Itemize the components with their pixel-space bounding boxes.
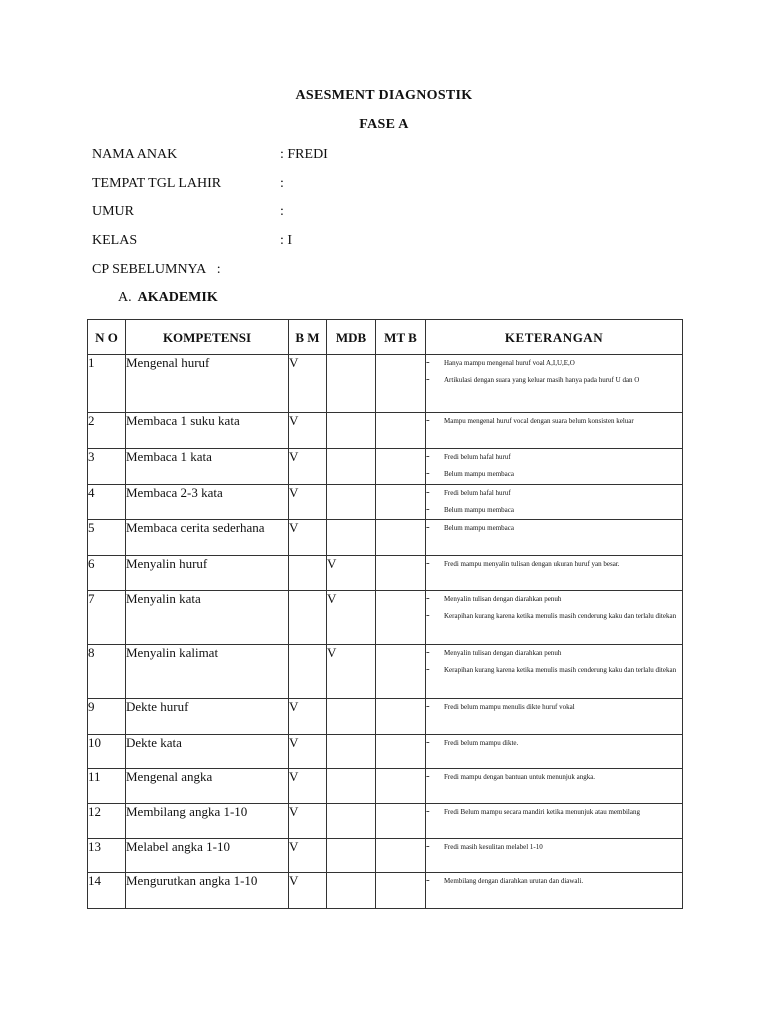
- bullet-dash: -: [426, 609, 430, 621]
- kompetensi-cell: Menyalin huruf: [126, 556, 289, 591]
- info-row-nama-anak: [92, 147, 328, 163]
- table-row: [88, 355, 683, 413]
- table-row: [88, 520, 683, 556]
- table-row: [88, 591, 683, 645]
- info-value: :: [280, 176, 284, 191]
- kompetensi-cell: Melabel angka 1-10: [126, 839, 289, 873]
- keterangan-cell: [426, 485, 683, 520]
- bm-mark: V: [289, 769, 327, 804]
- keterangan-text: Hanya mampu mengenal huruf voal A,I,U,E,O: [444, 359, 575, 367]
- row-number: 14: [88, 873, 126, 909]
- header-kompetensi: KOMPETENSI: [126, 320, 289, 355]
- keterangan-text: Fredi belum mampu dikte.: [444, 739, 519, 747]
- keterangan-item: [426, 520, 682, 537]
- keterangan-cell: [426, 873, 683, 909]
- mdb-mark: [327, 735, 376, 769]
- kompetensi-cell: Membaca 2-3 kata: [126, 485, 289, 520]
- bullet-dash: -: [426, 521, 430, 533]
- mdb-mark: [327, 839, 376, 873]
- header-mtb: MT B: [376, 320, 426, 355]
- kompetensi-cell: Mengenal huruf: [126, 355, 289, 413]
- mdb-mark: [327, 804, 376, 839]
- bullet-dash: -: [426, 736, 430, 748]
- mtb-mark: [376, 839, 426, 873]
- info-value: : FREDI: [280, 147, 328, 162]
- mdb-mark: V: [327, 645, 376, 699]
- keterangan-cell: [426, 591, 683, 645]
- kompetensi-cell: Dekte huruf: [126, 699, 289, 735]
- keterangan-cell: [426, 699, 683, 735]
- row-number: 4: [88, 485, 126, 520]
- section-letter: A.: [118, 290, 132, 305]
- row-number: 2: [88, 413, 126, 449]
- row-number: 5: [88, 520, 126, 556]
- keterangan-cell: [426, 449, 683, 485]
- bullet-dash: -: [426, 646, 430, 658]
- keterangan-item: [426, 839, 682, 856]
- bullet-dash: -: [426, 450, 430, 462]
- bm-mark: [289, 591, 327, 645]
- mtb-mark: [376, 645, 426, 699]
- row-number: 9: [88, 699, 126, 735]
- bullet-dash: -: [426, 467, 430, 479]
- bullet-dash: -: [426, 592, 430, 604]
- keterangan-cell: [426, 645, 683, 699]
- mtb-mark: [376, 769, 426, 804]
- mtb-mark: [376, 485, 426, 520]
- keterangan-item: [426, 556, 682, 573]
- keterangan-text: Kerapihan kurang karena ketika menulis masih cenderung kaku dan terlalu ditekan: [444, 666, 677, 674]
- info-row-tempat-tgl-lahir: [92, 176, 284, 192]
- bm-mark: V: [289, 485, 327, 520]
- bm-mark: V: [289, 699, 327, 735]
- kompetensi-cell: Mengurutkan angka 1-10: [126, 873, 289, 909]
- document-subtitle: FASE A: [359, 117, 409, 132]
- mdb-mark: [327, 699, 376, 735]
- keterangan-item: [426, 466, 682, 483]
- keterangan-text: Menyalin tulisan dengan diarahkan penuh: [444, 649, 562, 657]
- kompetensi-cell: Dekte kata: [126, 735, 289, 769]
- keterangan-text: Artikulasi dengan suara yang keluar masih hanya pada huruf U dan O: [444, 376, 640, 384]
- table-row: [88, 449, 683, 485]
- bm-mark: V: [289, 735, 327, 769]
- mtb-mark: [376, 804, 426, 839]
- keterangan-item: [426, 699, 682, 716]
- row-number: 13: [88, 839, 126, 873]
- row-number: 7: [88, 591, 126, 645]
- row-number: 8: [88, 645, 126, 699]
- info-value: :: [216, 262, 221, 277]
- table-row: [88, 804, 683, 839]
- kompetensi-cell: Membaca 1 kata: [126, 449, 289, 485]
- table-row: [88, 485, 683, 520]
- mdb-mark: [327, 355, 376, 413]
- row-number: 6: [88, 556, 126, 591]
- kompetensi-cell: Menyalin kata: [126, 591, 289, 645]
- row-number: 3: [88, 449, 126, 485]
- mdb-mark: [327, 413, 376, 449]
- keterangan-text: Fredi belum hafal huruf: [444, 489, 511, 497]
- mtb-mark: [376, 413, 426, 449]
- kompetensi-cell: Menyalin kalimat: [126, 645, 289, 699]
- bm-mark: V: [289, 520, 327, 556]
- info-label: TEMPAT TGL LAHIR: [92, 176, 222, 191]
- table-row: [88, 769, 683, 804]
- mtb-mark: [376, 699, 426, 735]
- mdb-mark: [327, 520, 376, 556]
- mtb-mark: [376, 520, 426, 556]
- keterangan-item: [426, 662, 682, 679]
- kompetensi-cell: Membaca 1 suku kata: [126, 413, 289, 449]
- bullet-dash: -: [426, 770, 430, 782]
- info-label: UMUR: [92, 204, 135, 219]
- header-no: N O: [88, 320, 126, 355]
- mdb-mark: [327, 449, 376, 485]
- mdb-mark: V: [327, 556, 376, 591]
- keterangan-cell: [426, 355, 683, 413]
- keterangan-item: [426, 645, 682, 662]
- keterangan-text: Fredi mampu dengan bantuan untuk menunjuk angka.: [444, 773, 596, 781]
- table-row: [88, 699, 683, 735]
- bullet-dash: -: [426, 663, 430, 675]
- keterangan-text: Menyalin tulisan dengan diarahkan penuh: [444, 595, 562, 603]
- bullet-dash: -: [426, 700, 430, 712]
- section-title: AKADEMIK: [137, 290, 218, 305]
- table-row: [88, 556, 683, 591]
- bullet-dash: -: [426, 356, 430, 368]
- kompetensi-cell: Membilang angka 1-10: [126, 804, 289, 839]
- bm-mark: [289, 645, 327, 699]
- bm-mark: V: [289, 449, 327, 485]
- keterangan-text: Belum mampu membaca: [444, 506, 514, 514]
- keterangan-item: [426, 502, 682, 519]
- bm-mark: V: [289, 804, 327, 839]
- kompetensi-cell: Membaca cerita sederhana: [126, 520, 289, 556]
- keterangan-cell: [426, 769, 683, 804]
- header-bm: B M: [289, 320, 327, 355]
- keterangan-item: [426, 591, 682, 608]
- keterangan-item: [426, 485, 682, 502]
- info-label: CP SEBELUMNYA: [92, 262, 207, 277]
- bm-mark: V: [289, 413, 327, 449]
- info-label: KELAS: [92, 233, 138, 248]
- info-value: : I: [280, 233, 293, 248]
- info-row-cp-sebelumnya: [92, 262, 221, 278]
- keterangan-text: Fredi mampu menyalin tulisan dengan ukuran huruf yan besar.: [444, 560, 620, 568]
- row-number: 12: [88, 804, 126, 839]
- bullet-dash: -: [426, 840, 430, 852]
- mdb-mark: V: [327, 591, 376, 645]
- keterangan-text: Mampu mengenal huruf vocal dengan suara belum konsisten keluar: [444, 417, 634, 425]
- header-keterangan: KETERANGAN: [426, 320, 683, 355]
- mtb-mark: [376, 591, 426, 645]
- keterangan-text: Fredi Belum mampu secara mandiri ketika menunjuk atau membilang: [444, 808, 640, 816]
- keterangan-text: Fredi masih kesulitan melabel 1-10: [444, 843, 543, 851]
- table-row: [88, 873, 683, 909]
- header-mdb: MDB: [327, 320, 376, 355]
- kompetensi-cell: Mengenal angka: [126, 769, 289, 804]
- keterangan-cell: [426, 804, 683, 839]
- assessment-table: [87, 319, 683, 909]
- table-header-row: [88, 320, 683, 355]
- bullet-dash: -: [426, 503, 430, 515]
- mdb-mark: [327, 873, 376, 909]
- info-value: :: [280, 204, 284, 219]
- table-row: [88, 735, 683, 769]
- mtb-mark: [376, 355, 426, 413]
- keterangan-text: Belum mampu membaca: [444, 524, 514, 532]
- keterangan-item: [426, 873, 682, 890]
- keterangan-cell: [426, 735, 683, 769]
- row-number: 1: [88, 355, 126, 413]
- bullet-dash: -: [426, 805, 430, 817]
- table-row: [88, 645, 683, 699]
- bm-mark: V: [289, 355, 327, 413]
- bullet-dash: -: [426, 874, 430, 886]
- keterangan-text: Belum mampu membaca: [444, 470, 514, 478]
- mtb-mark: [376, 556, 426, 591]
- keterangan-cell: [426, 839, 683, 873]
- bullet-dash: -: [426, 414, 430, 426]
- document-title: ASESMENT DIAGNOSTIK: [295, 88, 473, 103]
- keterangan-item: [426, 355, 682, 372]
- mtb-mark: [376, 735, 426, 769]
- keterangan-text: Fredi belum mampu menulis dikte huruf vokal: [444, 703, 575, 711]
- keterangan-item: [426, 372, 682, 389]
- mdb-mark: [327, 769, 376, 804]
- keterangan-cell: [426, 520, 683, 556]
- bullet-dash: -: [426, 373, 430, 385]
- keterangan-text: Membilang dengan diarahkan urutan dan diawali.: [444, 877, 584, 885]
- bm-mark: [289, 556, 327, 591]
- keterangan-item: [426, 804, 682, 821]
- keterangan-text: Kerapihan kurang karena ketika menulis masih cenderung kaku dan terlalu ditekan: [444, 612, 677, 620]
- keterangan-text: Fredi belum hafal huruf: [444, 453, 511, 461]
- info-row-kelas: [92, 233, 292, 249]
- keterangan-item: [426, 769, 682, 786]
- table-row: [88, 413, 683, 449]
- table-row: [88, 839, 683, 873]
- keterangan-item: [426, 449, 682, 466]
- row-number: 11: [88, 769, 126, 804]
- keterangan-cell: [426, 556, 683, 591]
- mdb-mark: [327, 485, 376, 520]
- section-heading: [118, 290, 218, 306]
- keterangan-cell: [426, 413, 683, 449]
- keterangan-item: [426, 413, 682, 430]
- mtb-mark: [376, 873, 426, 909]
- bm-mark: V: [289, 873, 327, 909]
- bullet-dash: -: [426, 486, 430, 498]
- row-number: 10: [88, 735, 126, 769]
- mtb-mark: [376, 449, 426, 485]
- keterangan-item: [426, 735, 682, 752]
- bullet-dash: -: [426, 557, 430, 569]
- info-label: NAMA ANAK: [92, 147, 178, 162]
- bm-mark: V: [289, 839, 327, 873]
- info-row-umur: [92, 204, 284, 220]
- keterangan-item: [426, 608, 682, 625]
